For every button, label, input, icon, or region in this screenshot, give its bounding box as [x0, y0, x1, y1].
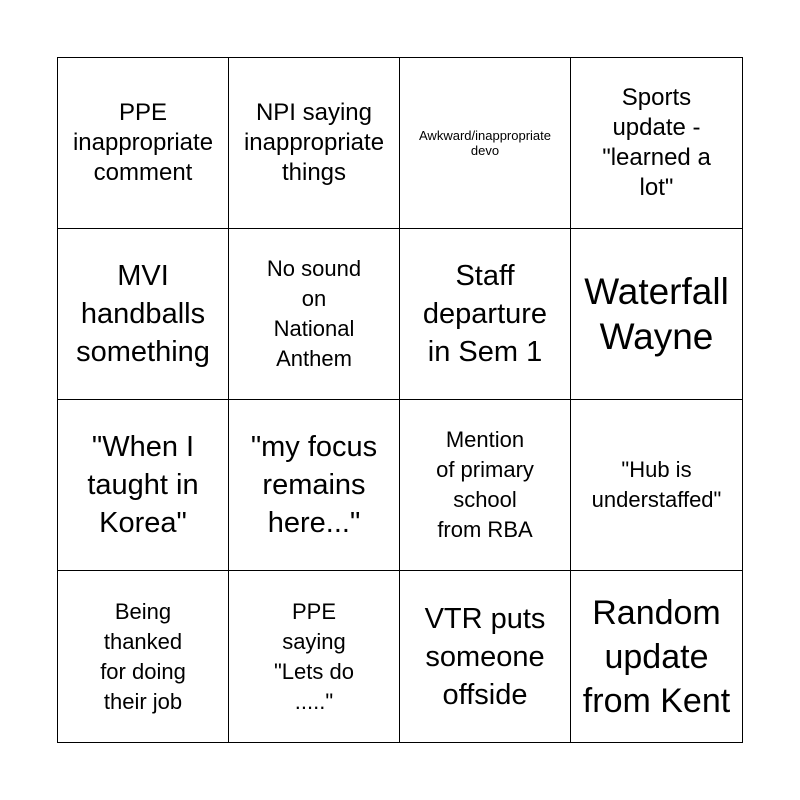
bingo-cell[interactable]: [400, 571, 571, 742]
bingo-cell-text: Sports update - "learned a lot": [602, 84, 711, 201]
bingo-cell[interactable]: [229, 229, 400, 400]
bingo-cell-text: NPI saying inappropriate things: [243, 99, 385, 186]
bingo-cell[interactable]: [229, 58, 400, 229]
bingo-cell[interactable]: [58, 400, 229, 571]
bingo-cell-text: VTR puts someone offside: [424, 602, 546, 711]
bingo-cell-text: Awkward/inappropriate devo: [419, 128, 551, 158]
bingo-cell[interactable]: [571, 229, 742, 400]
bingo-cell-text: No sound on National Anthem: [266, 256, 362, 371]
bingo-cell[interactable]: [58, 571, 229, 742]
bingo-cell[interactable]: [58, 229, 229, 400]
bingo-cell[interactable]: [571, 400, 742, 571]
bingo-cell-text: PPE inappropriate comment: [72, 99, 214, 186]
bingo-cell[interactable]: [571, 571, 742, 742]
bingo-cell[interactable]: [400, 400, 571, 571]
bingo-cell-text: "Hub is understaffed": [591, 457, 722, 512]
bingo-board: [57, 57, 743, 743]
bingo-cell[interactable]: [400, 58, 571, 229]
bingo-cell[interactable]: [571, 58, 742, 229]
bingo-cell-text: PPE saying "Lets do .....": [274, 598, 354, 714]
bingo-cell[interactable]: [229, 571, 400, 742]
bingo-cell-text: Random update from Kent: [582, 593, 731, 720]
bingo-cell-text: MVI handballs something: [76, 260, 210, 368]
bingo-cell-text: Being thanked for doing their job: [100, 598, 186, 714]
bingo-cell[interactable]: [58, 58, 229, 229]
bingo-cell-text: Waterfall Wayne: [584, 271, 729, 357]
bingo-cell[interactable]: [400, 229, 571, 400]
bingo-cell-text: Mention of primary school from RBA: [436, 427, 534, 542]
bingo-cell-text: "When I taught in Korea": [87, 431, 199, 539]
bingo-cell-text: "my focus remains here...": [250, 431, 378, 539]
bingo-cell-text: Staff departure in Sem 1: [422, 260, 548, 368]
bingo-cell[interactable]: [229, 400, 400, 571]
